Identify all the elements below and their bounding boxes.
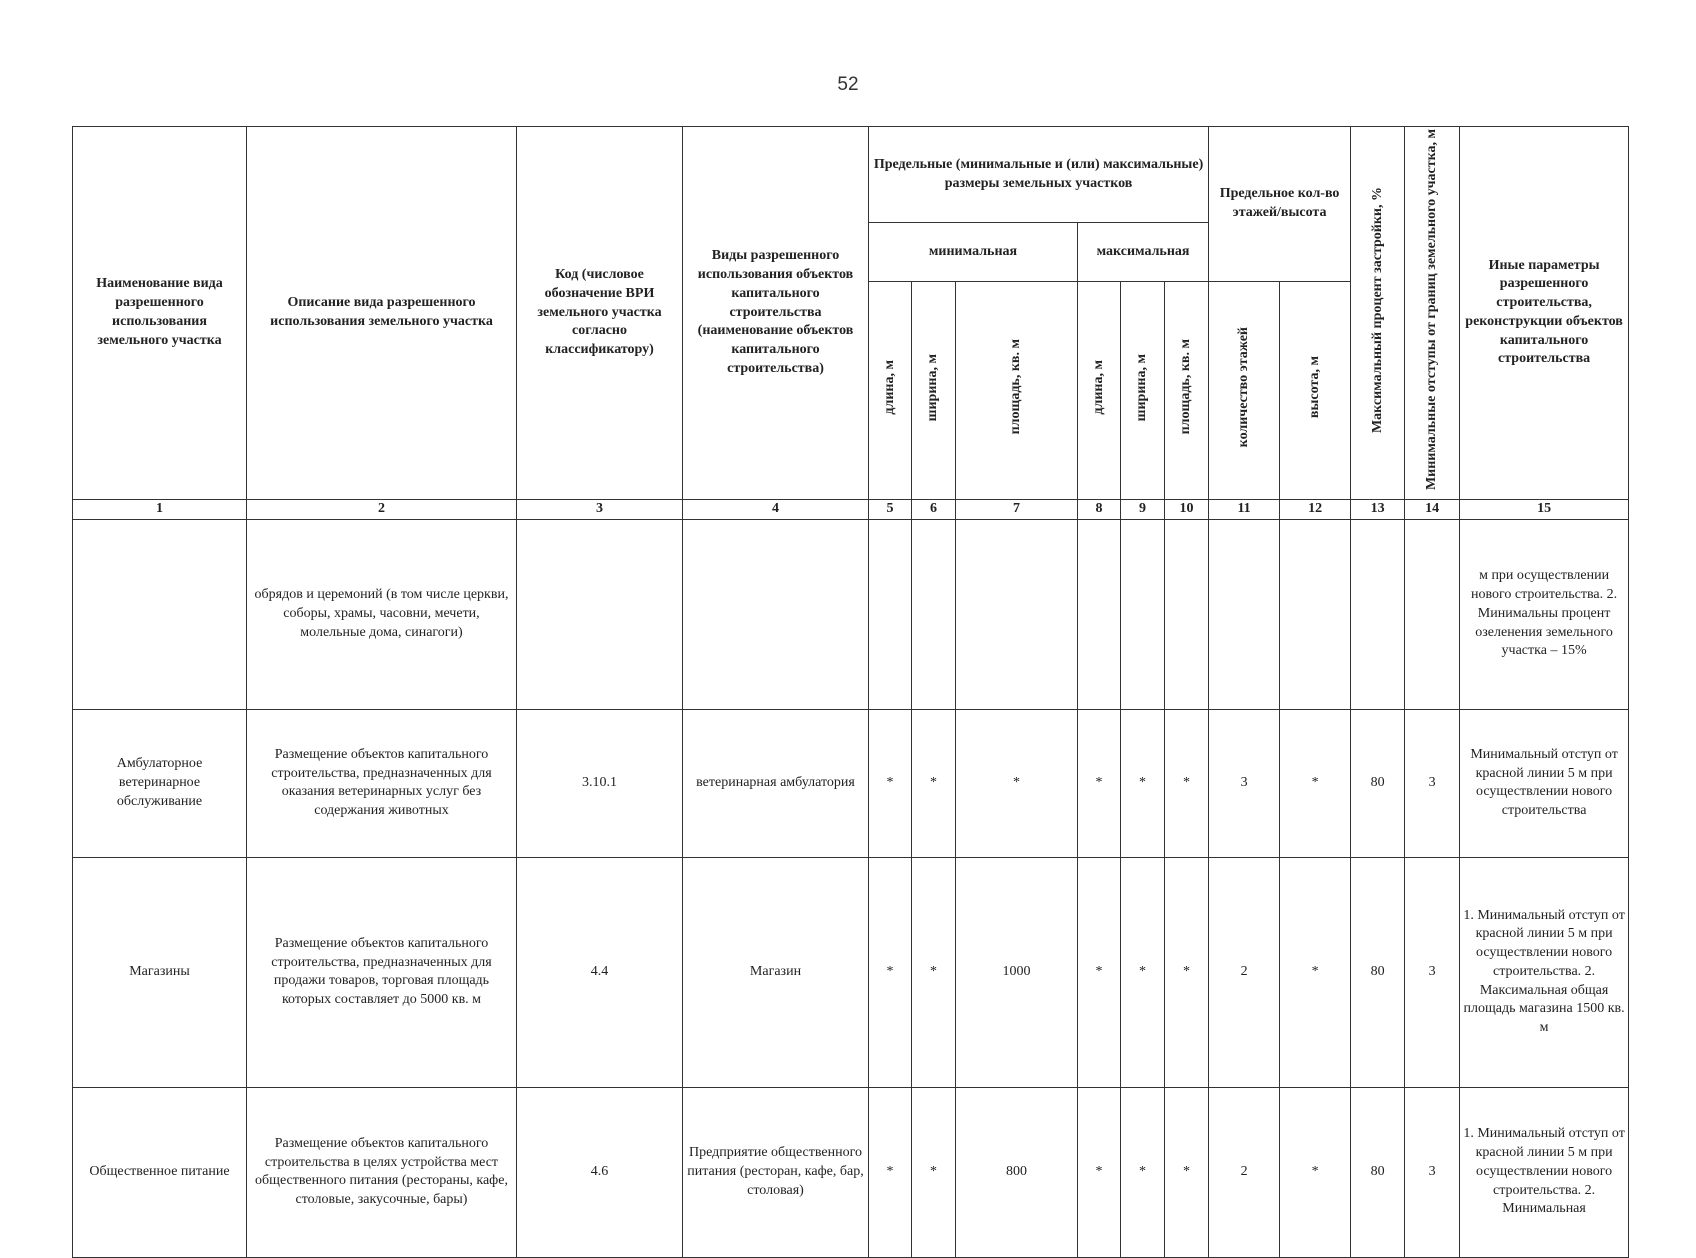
column-number: 1 — [73, 499, 247, 519]
cell-min-length: * — [869, 857, 912, 1087]
cell-max-width — [1121, 519, 1165, 709]
cell-name: Амбулаторное ветеринарное обслуживание — [73, 709, 247, 857]
header-min-width: ширина, м — [912, 282, 956, 499]
header-height: высота, м — [1280, 282, 1351, 499]
cell-setback: 3 — [1405, 1087, 1460, 1257]
cell-height: * — [1280, 709, 1351, 857]
cell-max-width: * — [1121, 857, 1165, 1087]
cell-max-width: * — [1121, 1087, 1165, 1257]
cell-description: Размещение объектов капитального строительства, предназначенных для оказания ветеринарных услуг без содержания животных — [247, 709, 517, 857]
cell-setback: 3 — [1405, 709, 1460, 857]
header-max-building-percent: Максимальный процент застройки, % — [1351, 127, 1405, 500]
cell-setback — [1405, 519, 1460, 709]
cell-description: Размещение объектов капитального строительства, предназначенных для продажи товаров, торговая площадь которых составляет до 5000 кв. м — [247, 857, 517, 1087]
table-row — [73, 709, 1629, 857]
column-number: 13 — [1351, 499, 1405, 519]
column-number: 15 — [1460, 499, 1629, 519]
cell-oks: ветеринарная амбулатория — [683, 709, 869, 857]
cell-max-area: * — [1165, 1087, 1209, 1257]
cell-height: * — [1280, 857, 1351, 1087]
header-maximum: максимальная — [1078, 223, 1209, 282]
cell-min-area — [956, 519, 1078, 709]
cell-max-length: * — [1078, 857, 1121, 1087]
cell-min-length: * — [869, 1087, 912, 1257]
cell-oks: Магазин — [683, 857, 869, 1087]
cell-other-parameters: Минимальный отступ от красной линии 5 м при осуществлении нового строительства — [1460, 709, 1629, 857]
cell-min-length: * — [869, 709, 912, 857]
cell-min-width: * — [912, 709, 956, 857]
column-number: 6 — [912, 499, 956, 519]
cell-description: Размещение объектов капитального строительства в целях устройства мест общественного питания (рестораны, кафе, столовые, закусочные, бары) — [247, 1087, 517, 1257]
table-row — [73, 519, 1629, 709]
cell-name: Общественное питание — [73, 1087, 247, 1257]
cell-other-parameters: 1. Минимальный отступ от красной линии 5 м при осуществлении нового строительства. 2. Минимальная — [1460, 1087, 1629, 1257]
header-max-width: ширина, м — [1121, 282, 1165, 499]
cell-min-width: * — [912, 1087, 956, 1257]
cell-max-area: * — [1165, 709, 1209, 857]
column-number: 14 — [1405, 499, 1460, 519]
column-number: 10 — [1165, 499, 1209, 519]
cell-name — [73, 519, 247, 709]
header-min-length: длина, м — [869, 282, 912, 499]
header-floors-count: количество этажей — [1209, 282, 1280, 499]
table-row — [73, 857, 1629, 1087]
column-number: 9 — [1121, 499, 1165, 519]
cell-code: 3.10.1 — [517, 709, 683, 857]
cell-max-area — [1165, 519, 1209, 709]
cell-name: Магазины — [73, 857, 247, 1087]
cell-height: * — [1280, 1087, 1351, 1257]
cell-height — [1280, 519, 1351, 709]
cell-other-parameters: 1. Минимальный отступ от красной линии 5 м при осуществлении нового строительства. 2. Максимальная общая площадь магазина 1500 кв. м — [1460, 857, 1629, 1087]
column-number: 4 — [683, 499, 869, 519]
cell-percent: 80 — [1351, 857, 1405, 1087]
cell-code: 4.6 — [517, 1087, 683, 1257]
cell-setback: 3 — [1405, 857, 1460, 1087]
header-min-setbacks: Минимальные отступы от границ земельного участка, м — [1405, 127, 1460, 500]
header-classifier-code: Код (числовое обозначение ВРИ земельного участка согласно классификатору) — [517, 127, 683, 500]
cell-min-area: 800 — [956, 1087, 1078, 1257]
cell-description: обрядов и церемоний (в том числе церкви, соборы, храмы, часовни, мечети, молельные дома, синагоги) — [247, 519, 517, 709]
header-land-use-name: Наименование вида разрешенного использования земельного участка — [73, 127, 247, 500]
cell-max-length — [1078, 519, 1121, 709]
cell-max-length: * — [1078, 709, 1121, 857]
cell-other-parameters: м при осуществлении нового строительства. 2. Минимальны процент озеленения земельного участка – 15% — [1460, 519, 1629, 709]
cell-floors: 2 — [1209, 857, 1280, 1087]
header-capital-construction-types: Виды разрешенного использования объектов капитального строительства (наименование объектов капитального строительства) — [683, 127, 869, 500]
cell-percent — [1351, 519, 1405, 709]
cell-min-area: * — [956, 709, 1078, 857]
header-land-use-description: Описание вида разрешенного использования земельного участка — [247, 127, 517, 500]
cell-floors: 3 — [1209, 709, 1280, 857]
column-number: 3 — [517, 499, 683, 519]
column-number: 12 — [1280, 499, 1351, 519]
page-number: 52 — [837, 74, 859, 95]
column-number: 2 — [247, 499, 517, 519]
header-other-parameters: Иные параметры разрешенного строительства, реконструкции объектов капитального строительства — [1460, 127, 1629, 500]
header-max-area: площадь, кв. м — [1165, 282, 1209, 499]
header-plot-size-limits: Предельные (минимальные и (или) максимальные) размеры земельных участков — [869, 127, 1209, 223]
cell-oks: Предприятие общественного питания (ресторан, кафе, бар, столовая) — [683, 1087, 869, 1257]
cell-min-width — [912, 519, 956, 709]
column-numbers-row — [73, 499, 1629, 519]
cell-code: 4.4 — [517, 857, 683, 1087]
cell-max-area: * — [1165, 857, 1209, 1087]
land-use-regulations-table — [72, 126, 1629, 1258]
header-max-length: длина, м — [1078, 282, 1121, 499]
cell-min-length — [869, 519, 912, 709]
cell-oks — [683, 519, 869, 709]
column-number: 7 — [956, 499, 1078, 519]
column-number: 11 — [1209, 499, 1280, 519]
column-number: 5 — [869, 499, 912, 519]
header-minimum: минимальная — [869, 223, 1078, 282]
table-row — [73, 1087, 1629, 1257]
header-min-area: площадь, кв. м — [956, 282, 1078, 499]
column-number: 8 — [1078, 499, 1121, 519]
cell-percent: 80 — [1351, 709, 1405, 857]
cell-floors — [1209, 519, 1280, 709]
cell-max-width: * — [1121, 709, 1165, 857]
cell-max-length: * — [1078, 1087, 1121, 1257]
cell-percent: 80 — [1351, 1087, 1405, 1257]
cell-min-area: 1000 — [956, 857, 1078, 1087]
header-floor-height-limits: Предельное кол-во этажей/высота — [1209, 127, 1351, 282]
cell-floors: 2 — [1209, 1087, 1280, 1257]
cell-min-width: * — [912, 857, 956, 1087]
cell-code — [517, 519, 683, 709]
